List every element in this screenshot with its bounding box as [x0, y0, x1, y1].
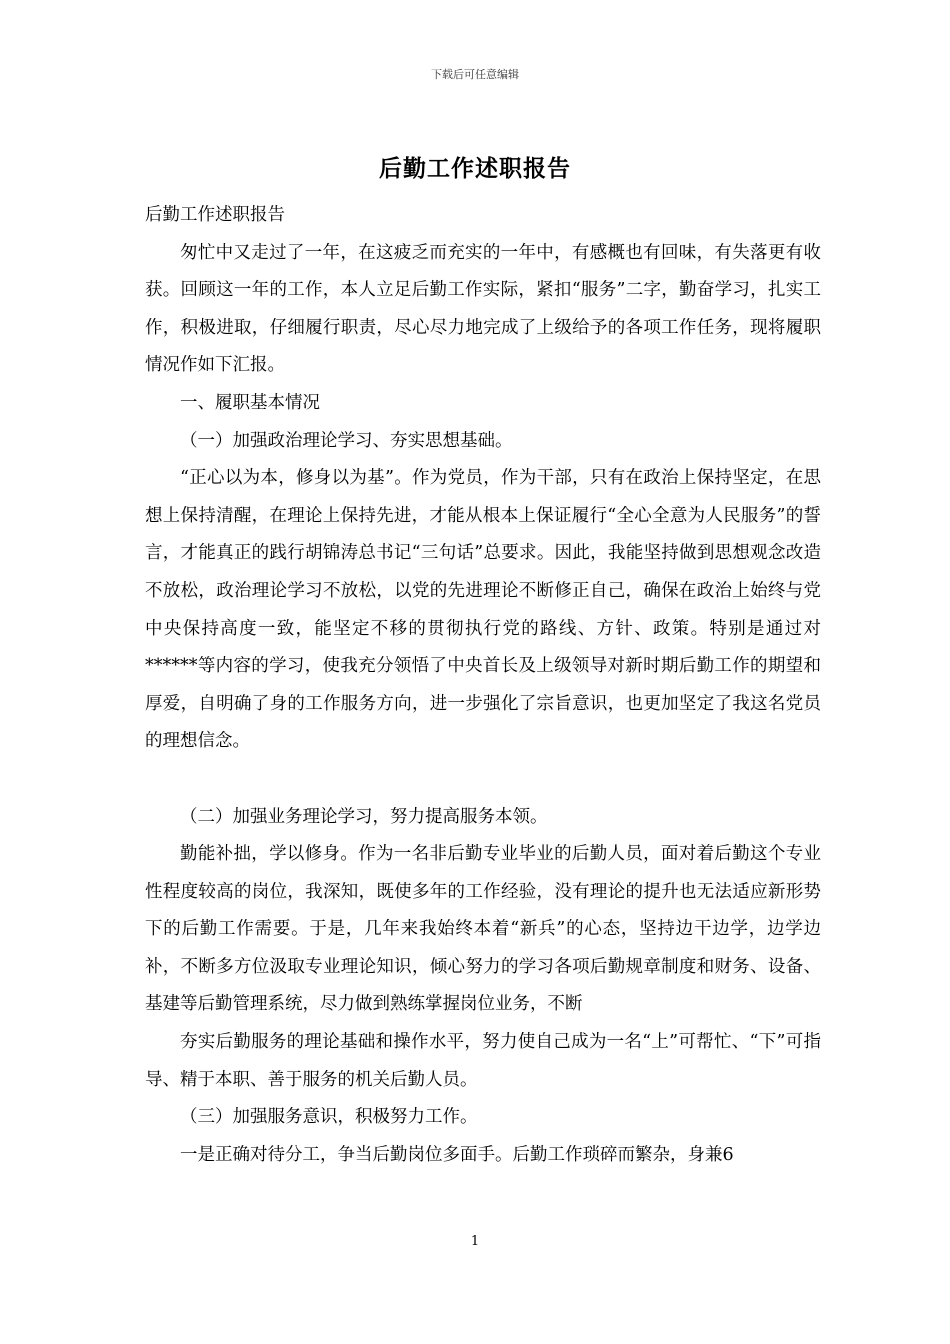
header-note: 下载后可任意编辑	[431, 68, 519, 81]
section-heading: 一、履职基本情况	[180, 392, 320, 413]
subsection-heading: （三）加强服务意识，积极努力工作。	[180, 1107, 478, 1128]
body-paragraph: 夯实后勤服务的理论基础和操作水平，努力使自己成为一名“上”可帮忙、“下”可指导、精于本职、善于服务的机关后勤人员。	[145, 1032, 821, 1090]
subtitle-paragraph: 后勤工作述职报告	[145, 205, 285, 225]
blank-line	[145, 761, 821, 799]
body-paragraph: “正心以为本，修身以为基”。作为党员，作为干部，只有在政治上保持坚定，在思想上保持清醒，在理论上保持先进，才能从根本上保证履行“全心全意为人民服务”的誓言，才能真正的践行胡锦涛总书记“三句话”总要求。因此，我能坚持做到思想观念改造不放松，政治理论学习不放松，以党的先进理论不断修正自己，确保在政治上始终与党中央保持高度一致，能坚定不移的贯彻执行党的路线、方针、政策。特别是通过对******等内容的学习，使我充分领悟了中央首长及上级领导对新时期后勤工作的期望和厚爱，自明确了身的工作服务方向，进一步强化了宗旨意识，也更加坚定了我这名党员的理想信念。	[145, 468, 821, 752]
subsection-heading: （一）加强政治理论学习、夯实思想基础。	[180, 430, 513, 451]
document-body	[145, 197, 821, 1174]
body-paragraph: 勤能补拙，学以修身。作为一名非后勤专业毕业的后勤人员，面对着后勤这个专业性程度较高的岗位，我深知，既使多年的工作经验，没有理论的提升也无法适应新形势下的后勤工作需要。于是，几年来我始终本着“新兵”的心态，坚持边干边学，边学边补，不断多方位汲取专业理论知识，倾心努力的学习各项后勤规章制度和财务、设备、基建等后勤管理系统，尽力做到熟练掌握岗位业务，不断	[145, 844, 821, 1015]
page-number: 1	[470, 1234, 480, 1249]
intro-paragraph: 匆忙中又走过了一年，在这疲乏而充实的一年中，有感概也有回味，有失落更有收获。回顾这一年的工作，本人立足后勤工作实际，紧扣“服务”二字，勤奋学习，扎实工作，积极进取，仔细履行职责，尽心尽力地完成了上级给予的各项工作任务，现将履职情况作如下汇报。	[145, 242, 821, 376]
subsection-heading: （二）加强业务理论学习，努力提高服务本领。	[180, 806, 548, 827]
document-title: 后勤工作述职报告	[379, 155, 571, 182]
body-paragraph: 一是正确对待分工，争当后勤岗位多面手。后勤工作琐碎而繁杂，身兼6	[180, 1144, 734, 1165]
